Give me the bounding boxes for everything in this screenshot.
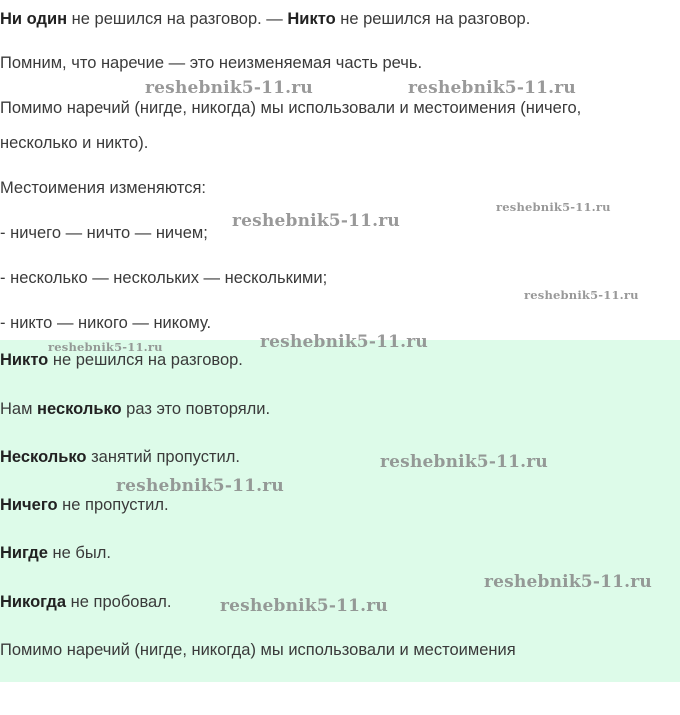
answer-line: Ничего не пропустил. (0, 496, 169, 514)
watermark: reshebnik5-11.ru (496, 200, 611, 214)
answer-line: Нигде не был. (0, 544, 111, 562)
text-line: - никто — никого — никому. (0, 314, 212, 332)
watermark: reshebnik5-11.ru (145, 78, 313, 98)
watermark: reshebnik5-11.ru (116, 476, 284, 496)
text-line: - несколько — нескольких — несколькими; (0, 269, 328, 287)
watermark: reshebnik5-11.ru (524, 288, 639, 302)
text-line: несколько и никто). (0, 134, 149, 152)
watermark: reshebnik5-11.ru (220, 596, 388, 616)
watermark: reshebnik5-11.ru (408, 78, 576, 98)
watermark: reshebnik5-11.ru (48, 340, 163, 354)
text-line: Местоимения изменяются: (0, 179, 206, 197)
answer-line: Никто не решился на разговор. (0, 351, 243, 369)
watermark: reshebnik5-11.ru (484, 572, 652, 592)
text-line: - ничего — ничто — ничем; (0, 224, 208, 242)
answer-line: Несколько занятий пропустил. (0, 448, 240, 466)
text-line: Помимо наречий (нигде, никогда) мы использовали и местоимения (ничего, (0, 99, 582, 117)
watermark: reshebnik5-11.ru (260, 332, 428, 352)
text-line: Помним, что наречие — это неизменяемая часть речь. (0, 54, 423, 72)
watermark: reshebnik5-11.ru (380, 452, 548, 472)
answer-line: Помимо наречий (нигде, никогда) мы использовали и местоимения (0, 641, 516, 659)
text-line: Ни один не решился на разговор. — Никто не решился на разговор. (0, 10, 531, 28)
answer-line: Нам несколько раз это повторяли. (0, 400, 271, 418)
answer-line: Никогда не пробовал. (0, 593, 172, 611)
watermark: reshebnik5-11.ru (232, 211, 400, 231)
